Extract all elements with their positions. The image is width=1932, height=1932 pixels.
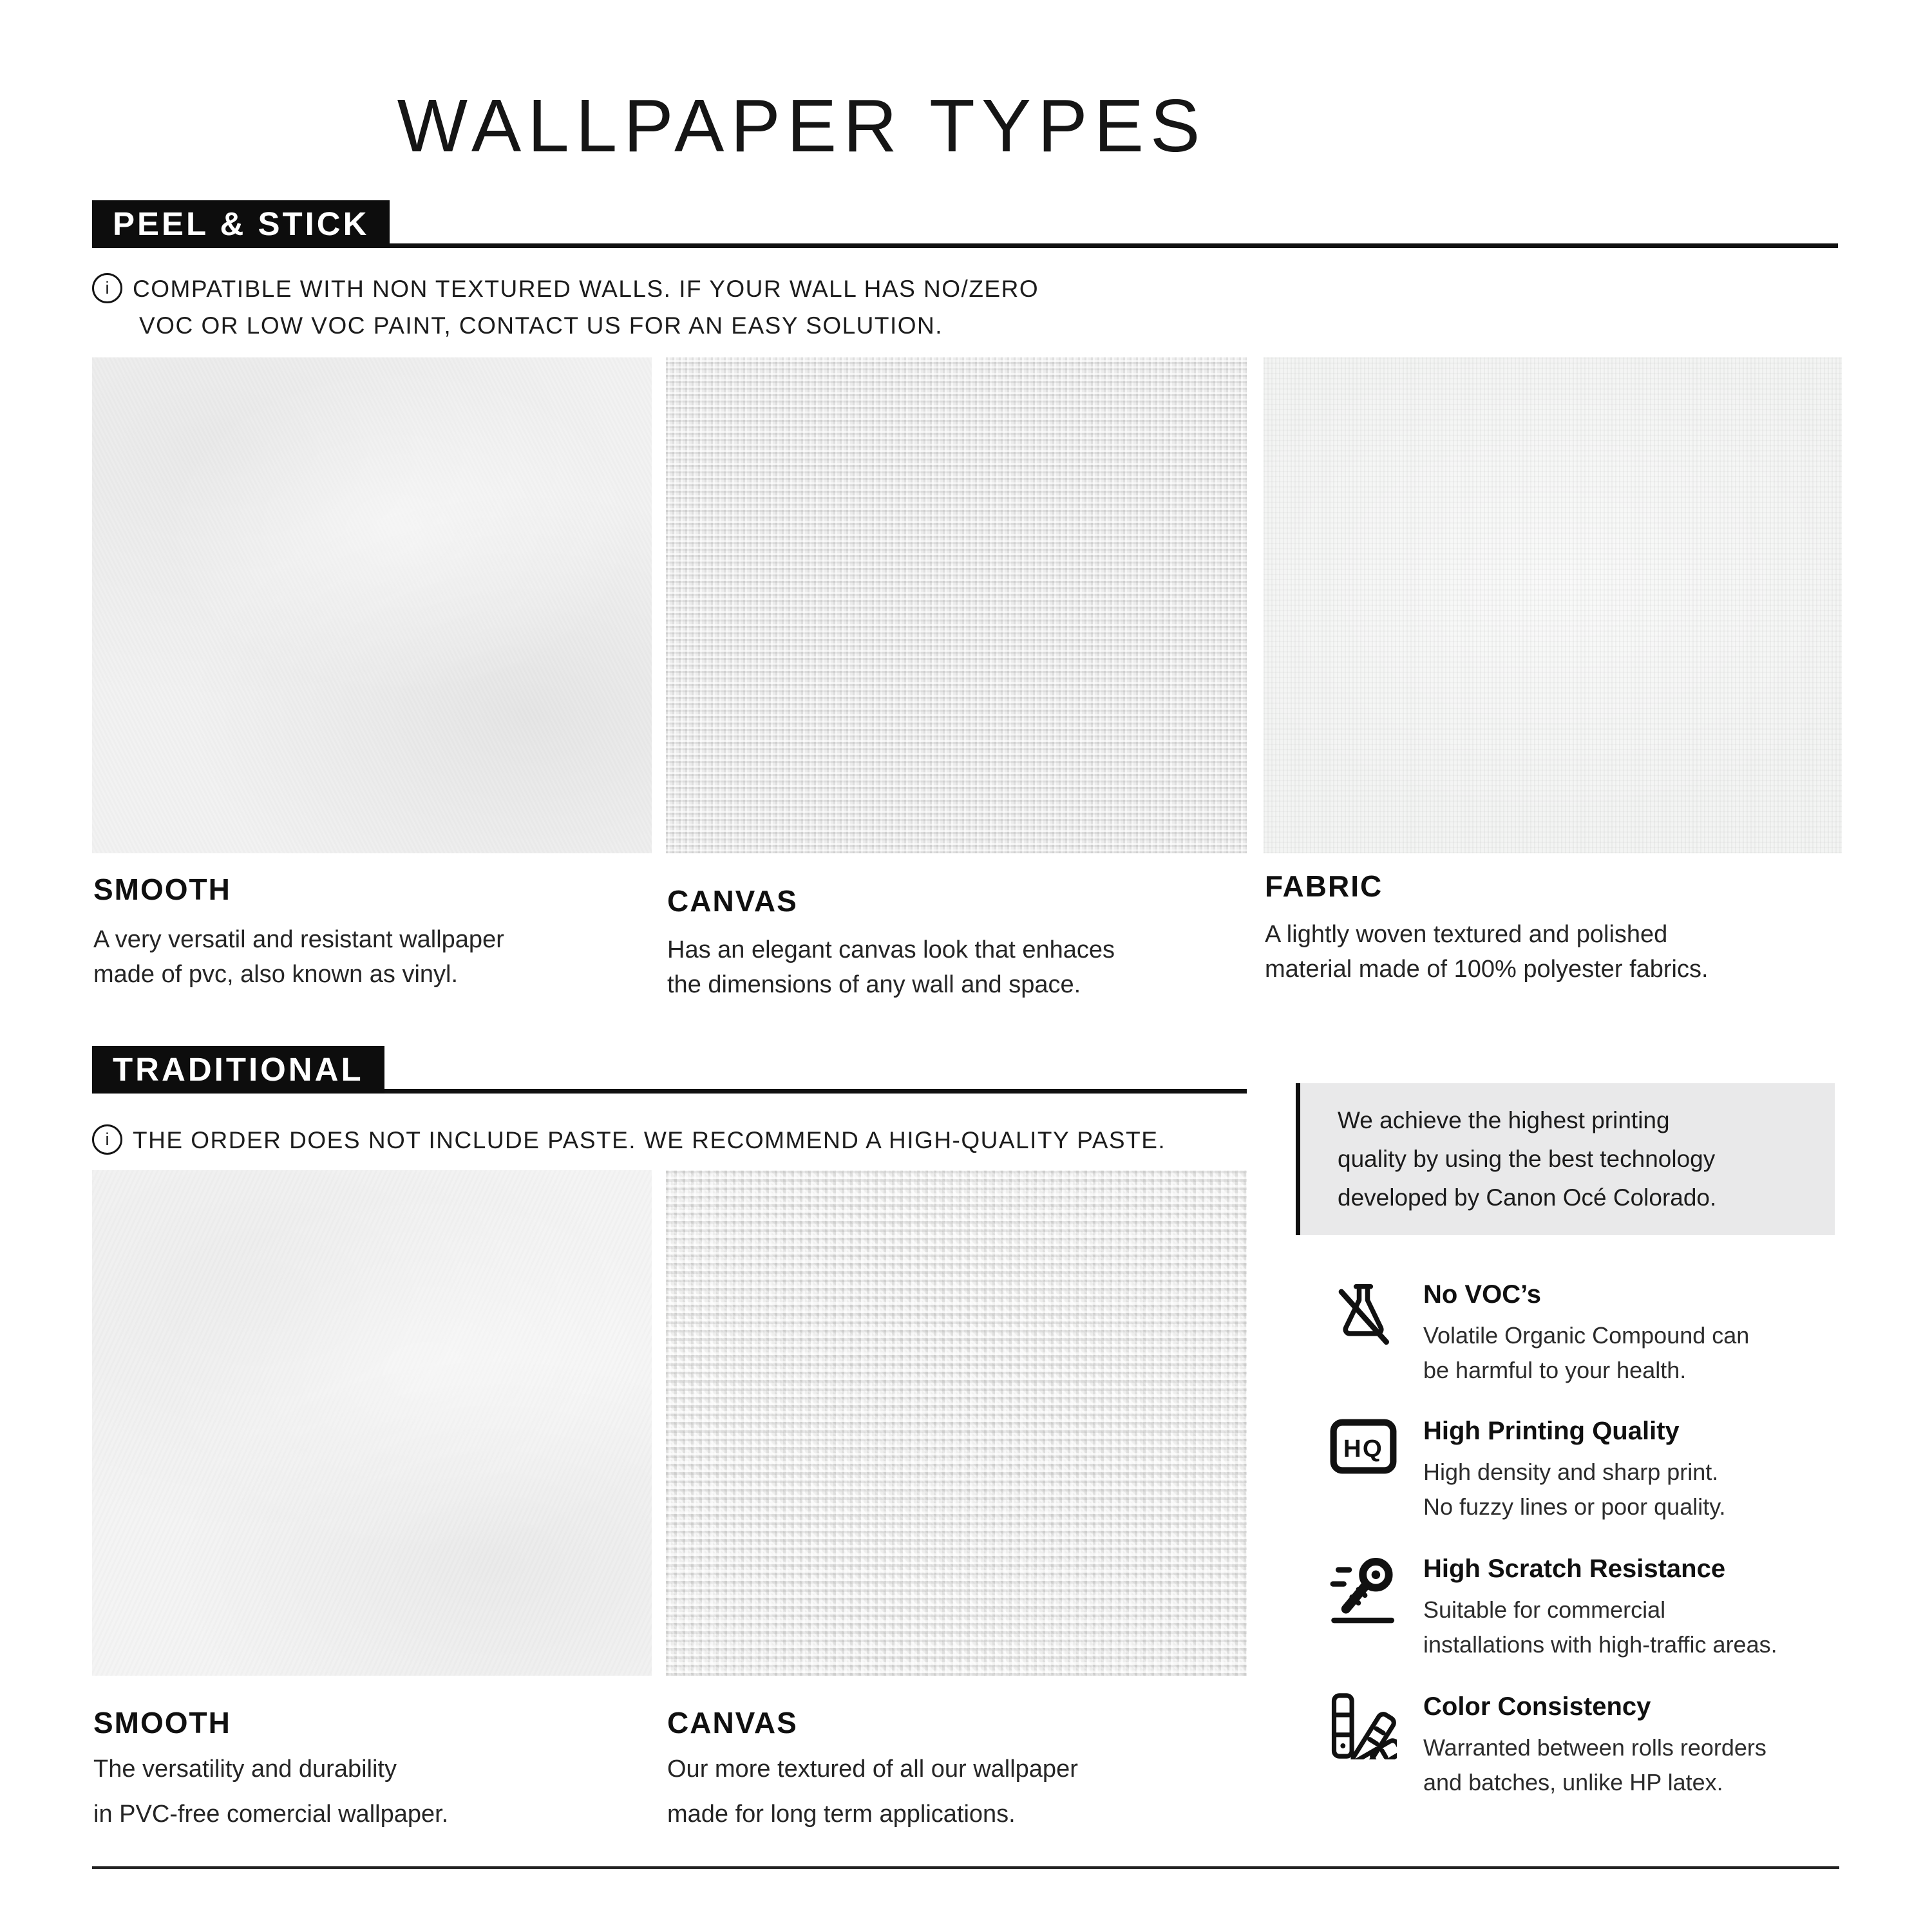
feature-high-printing-quality [1328,1417,1726,1524]
smooth-traditional-description: The versatility and durability in PVC-free comercial wallpaper. [93,1756,449,1828]
traditional-note [92,1122,1166,1159]
feature-description: Volatile Organic Compound can be harmful to your health. [1423,1322,1750,1383]
fabric-description: A lightly woven textured and polished material made of 100% polyester fabrics. [1265,921,1709,983]
peel-stick-note-text: COMPATIBLE WITH NON TEXTURED WALLS. IF YOUR WALL HAS NO/ZERO VOC OR LOW VOC PAINT, CONTACT US FOR AN EASY SOLUTION. [133,276,1039,339]
info-icon: i [92,1124,122,1155]
svg-text:HQ: HQ [1343,1434,1384,1463]
feature-title: High Printing Quality [1423,1417,1680,1445]
smooth-texture-swatch [92,357,652,853]
page-title: WALLPAPER TYPES [397,84,1207,167]
smooth-description: A very versatil and resistant wallpaper made of pvc, also known as vinyl. [93,926,504,988]
smooth-traditional-label: SMOOTH [93,1706,231,1739]
smooth-label: SMOOTH [93,873,231,906]
peel-stick-note [92,270,1039,344]
traditional-note-text: THE ORDER DOES NOT INCLUDE PASTE. WE RECOMMEND A HIGH-QUALITY PASTE. [133,1127,1166,1153]
printing-quality-text: We achieve the highest printing quality by using the best technology developed by Canon Océ Colorado. [1338,1107,1717,1211]
feature-title: No VOC’s [1423,1280,1541,1309]
printing-quality-highlight [1300,1083,1835,1235]
fabric-label: FABRIC [1265,869,1383,903]
canvas-description: Has an elegant canvas look that enhaces the dimensions of any wall and space. [667,936,1115,998]
feature-no-vocs [1328,1280,1749,1388]
canvas-traditional-label: CANVAS [667,1706,798,1739]
highlight-accent-bar [1296,1083,1300,1235]
hq-badge-icon [1328,1417,1399,1524]
bottom-rule [92,1866,1839,1869]
fabric-texture-swatch [1264,357,1842,853]
canvas-label: CANVAS [667,884,798,918]
info-icon: i [92,273,122,303]
feature-color-consistency [1328,1692,1766,1800]
key-scratch-icon [1328,1555,1399,1662]
traditional-badge: TRADITIONAL [92,1046,384,1094]
swatchbook-icon [1328,1692,1399,1800]
peel-stick-badge: PEEL & STICK [92,200,390,248]
feature-description: Suitable for commercial installations with high-traffic areas. [1423,1596,1777,1658]
feature-description: High density and sharp print. No fuzzy lines or poor quality. [1423,1459,1726,1520]
no-voc-flask-icon [1328,1280,1399,1388]
canvas-traditional-texture-swatch [666,1170,1247,1676]
feature-title: High Scratch Resistance [1423,1555,1726,1583]
feature-title: Color Consistency [1423,1692,1651,1721]
feature-description: Warranted between rolls reorders and batches, unlike HP latex. [1423,1734,1766,1795]
feature-high-scratch-resistance [1328,1555,1777,1662]
canvas-traditional-description: Our more textured of all our wallpaper made for long term applications. [667,1756,1078,1828]
canvas-texture-swatch [666,357,1247,853]
smooth-traditional-texture-swatch [92,1170,652,1676]
